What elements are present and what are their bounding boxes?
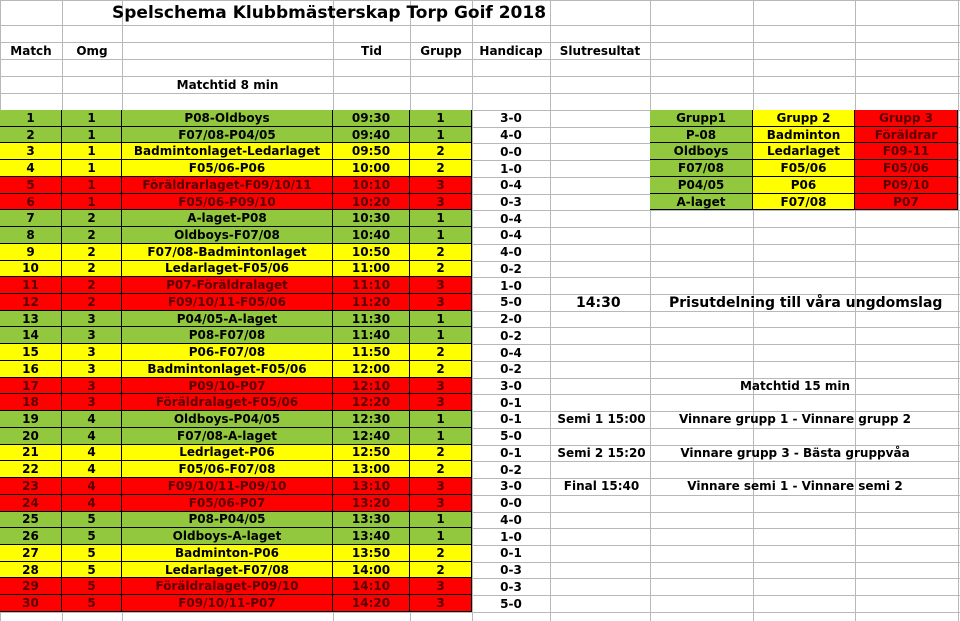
match-group: 2 (410, 160, 472, 177)
match-teams: Oldboys-A-laget (122, 528, 333, 545)
match-score: 1-0 (500, 161, 522, 176)
match-round: 5 (62, 545, 122, 562)
match-round: 3 (62, 361, 122, 378)
grid-vline (650, 0, 651, 621)
match-score: 4-0 (500, 512, 522, 527)
match-round: 2 (62, 261, 122, 278)
match-time: 14:00 (333, 562, 410, 579)
match-score: 0-4 (500, 178, 522, 193)
match-score: 0-3 (500, 195, 522, 209)
group-team: P-08 (650, 127, 753, 144)
match-time: 13:50 (333, 545, 410, 562)
match-number: 24 (0, 495, 62, 512)
match-group: 2 (410, 261, 472, 278)
match-round: 5 (62, 578, 122, 595)
group-team: F09-11 (855, 143, 958, 160)
grid-hline (0, 59, 960, 60)
match-score: 0-1 (500, 412, 522, 427)
match-group: 3 (410, 578, 472, 595)
match-group: 2 (410, 461, 472, 478)
match-score: 3-0 (500, 111, 522, 126)
match-teams: Ledrlaget-P06 (122, 445, 333, 462)
match-teams: F05/06-F07/08 (122, 461, 333, 478)
match-number: 27 (0, 545, 62, 562)
match-teams: F05/06-P06 (122, 160, 333, 177)
group-team: Föräldrar (855, 127, 958, 144)
match-time: 13:30 (333, 512, 410, 529)
match-score: 0-3 (500, 579, 522, 594)
match-group: 2 (410, 143, 472, 160)
match-round: 5 (62, 595, 122, 612)
match-score: 0-4 (500, 211, 522, 226)
match-score: 2-0 (500, 312, 522, 327)
match-score: 5-0 (500, 429, 522, 444)
prize-text: Prisutdelning till våra ungdomslag (669, 295, 943, 311)
match-time: 10:40 (333, 227, 410, 244)
match-number: 12 (0, 294, 62, 311)
match-score: 0-2 (500, 362, 522, 377)
match-time: 12:30 (333, 411, 410, 428)
match-score: 0-2 (500, 261, 522, 276)
match-time: 12:00 (333, 361, 410, 378)
group-team: P06 (753, 177, 855, 194)
page-title: Spelschema Klubbmästerskap Torp Goif 2018 (112, 3, 547, 23)
match-teams: Oldboys-F07/08 (122, 227, 333, 244)
match-teams: F07/08-Badmintonlaget (122, 244, 333, 261)
match-number: 20 (0, 428, 62, 445)
group-team: Badminton (753, 127, 855, 144)
final-description: Vinnare grupp 1 - Vinnare grupp 2 (678, 412, 912, 427)
match-round: 4 (62, 428, 122, 445)
match-number: 26 (0, 528, 62, 545)
match-score: 0-4 (500, 228, 522, 243)
header-handicap: Handicap (479, 43, 543, 58)
match-round: 3 (62, 394, 122, 411)
group-team: F05/06 (855, 160, 958, 177)
match-time: 14:10 (333, 578, 410, 595)
match-round: 2 (62, 294, 122, 311)
match-teams: F09/10/11-P07 (122, 595, 333, 612)
match-score: 0-0 (500, 144, 522, 159)
match-teams: F05/06-P09/10 (122, 194, 333, 211)
group-team: P04/05 (650, 177, 753, 194)
match-teams: P08-P04/05 (122, 512, 333, 529)
header-match: Match (10, 43, 52, 58)
match-teams: Badminton-P06 (122, 545, 333, 562)
match-group: 2 (410, 445, 472, 462)
match-number: 4 (0, 160, 62, 177)
match-score: 0-4 (500, 345, 522, 360)
match-teams: Ledarlaget-F07/08 (122, 562, 333, 579)
match-time: 10:50 (333, 244, 410, 261)
match-teams: F07/08-A-laget (122, 428, 333, 445)
match-round: 5 (62, 512, 122, 529)
match-group: 3 (410, 294, 472, 311)
match-round: 4 (62, 411, 122, 428)
group-header: Grupp 2 (753, 110, 855, 127)
match-teams: F09/10/11-P09/10 (122, 478, 333, 495)
final-description: Vinnare grupp 3 - Bästa gruppvåa (680, 445, 910, 460)
match-group: 1 (410, 411, 472, 428)
match-number: 28 (0, 562, 62, 579)
match-round: 1 (62, 127, 122, 144)
match-time: 13:40 (333, 528, 410, 545)
match-score: 1-0 (500, 529, 522, 544)
match-score: 0-0 (500, 496, 522, 511)
match-time: 11:20 (333, 294, 410, 311)
match-group: 3 (410, 277, 472, 294)
match-time: 10:10 (333, 177, 410, 194)
group-team: F07/08 (650, 160, 753, 177)
match-time: 10:30 (333, 210, 410, 227)
match-group: 2 (410, 344, 472, 361)
match-teams: P08-Oldboys (122, 110, 333, 127)
match-round: 1 (62, 160, 122, 177)
match-group: 3 (410, 194, 472, 211)
group-header: Grupp1 (650, 110, 753, 127)
match-round: 4 (62, 445, 122, 462)
match-time: 11:10 (333, 277, 410, 294)
match-time: 10:20 (333, 194, 410, 211)
match-number: 11 (0, 277, 62, 294)
match-group: 3 (410, 595, 472, 612)
match-number: 30 (0, 595, 62, 612)
match-time: 13:10 (333, 478, 410, 495)
final-description: Vinnare semi 1 - Vinnare semi 2 (687, 479, 903, 494)
match-round: 2 (62, 210, 122, 227)
match-group: 1 (410, 512, 472, 529)
match-score: 3-0 (500, 479, 522, 494)
match-teams: Badmintonlaget-Ledarlaget (122, 143, 333, 160)
match-round: 1 (62, 143, 122, 160)
match-number: 13 (0, 311, 62, 328)
match-round: 4 (62, 461, 122, 478)
match-group: 1 (410, 227, 472, 244)
grid-hline (0, 93, 960, 94)
group-team: Ledarlaget (753, 143, 855, 160)
matchtid-8-label: Matchtid 8 min (176, 77, 279, 92)
grid-vline (958, 0, 959, 621)
group-team: A-laget (650, 194, 753, 211)
match-score: 3-0 (500, 379, 522, 394)
header-omg: Omg (76, 43, 108, 58)
match-number: 15 (0, 344, 62, 361)
match-time: 11:30 (333, 311, 410, 328)
match-score: 0-3 (500, 563, 522, 578)
match-round: 2 (62, 227, 122, 244)
match-teams: F09/10/11-F05/06 (122, 294, 333, 311)
group-team: F05/06 (753, 160, 855, 177)
match-round: 1 (62, 177, 122, 194)
match-time: 09:50 (333, 143, 410, 160)
match-round: 1 (62, 110, 122, 127)
match-group: 1 (410, 428, 472, 445)
match-number: 6 (0, 194, 62, 211)
match-score: 0-2 (500, 328, 522, 343)
match-teams: Föräldrarlaget-F09/10/11 (122, 177, 333, 194)
match-group: 2 (410, 562, 472, 579)
match-teams: F05/06-P07 (122, 495, 333, 512)
match-round: 5 (62, 528, 122, 545)
match-group: 1 (410, 327, 472, 344)
match-round: 1 (62, 194, 122, 211)
match-time: 11:00 (333, 261, 410, 278)
match-group: 2 (410, 361, 472, 378)
header-grupp: Grupp (420, 43, 462, 58)
match-group: 3 (410, 394, 472, 411)
match-group: 1 (410, 311, 472, 328)
prize-time: 14:30 (576, 295, 621, 311)
match-number: 25 (0, 512, 62, 529)
match-number: 21 (0, 445, 62, 462)
match-number: 23 (0, 478, 62, 495)
final-label: Semi 2 15:20 (557, 445, 646, 460)
match-round: 2 (62, 244, 122, 261)
match-time: 12:40 (333, 428, 410, 445)
match-time: 10:00 (333, 160, 410, 177)
match-number: 7 (0, 210, 62, 227)
match-number: 29 (0, 578, 62, 595)
match-group: 1 (410, 127, 472, 144)
match-number: 17 (0, 378, 62, 395)
match-number: 1 (0, 110, 62, 127)
match-number: 18 (0, 394, 62, 411)
match-teams: P09/10-P07 (122, 378, 333, 395)
match-group: 1 (410, 528, 472, 545)
match-score: 0-1 (500, 445, 522, 460)
final-label: Final 15:40 (563, 479, 640, 494)
match-score: 0-1 (500, 546, 522, 561)
match-round: 3 (62, 378, 122, 395)
match-time: 13:20 (333, 495, 410, 512)
match-round: 4 (62, 495, 122, 512)
match-number: 16 (0, 361, 62, 378)
match-round: 3 (62, 327, 122, 344)
grid-hline (0, 25, 960, 26)
match-teams: P07-Föräldralaget (122, 277, 333, 294)
match-teams: Föräldralaget-P09/10 (122, 578, 333, 595)
match-group: 3 (410, 177, 472, 194)
match-teams: P06-F07/08 (122, 344, 333, 361)
final-label: Semi 1 15:00 (557, 412, 646, 427)
group-team: P07 (855, 194, 958, 211)
match-teams: P04/05-A-laget (122, 311, 333, 328)
match-number: 14 (0, 327, 62, 344)
matchtid-15-label: Matchtid 15 min (739, 378, 851, 393)
match-score: 5-0 (500, 596, 522, 611)
match-score: 4-0 (500, 245, 522, 260)
grid-hline (0, 612, 960, 613)
match-group: 1 (410, 110, 472, 127)
group-team: P09/10 (855, 177, 958, 194)
match-score: 0-1 (500, 395, 522, 410)
match-teams: Badmintonlaget-F05/06 (122, 361, 333, 378)
match-round: 3 (62, 344, 122, 361)
match-score: 1-0 (500, 278, 522, 293)
match-number: 19 (0, 411, 62, 428)
match-number: 9 (0, 244, 62, 261)
match-number: 5 (0, 177, 62, 194)
match-round: 2 (62, 277, 122, 294)
match-number: 22 (0, 461, 62, 478)
match-group: 1 (410, 210, 472, 227)
match-group: 3 (410, 478, 472, 495)
match-teams: P08-F07/08 (122, 327, 333, 344)
match-time: 12:50 (333, 445, 410, 462)
match-number: 3 (0, 143, 62, 160)
match-time: 12:10 (333, 378, 410, 395)
group-team: F07/08 (753, 194, 855, 211)
match-score: 4-0 (500, 128, 522, 143)
header-tid: Tid (361, 43, 382, 58)
match-teams: Oldboys-P04/05 (122, 411, 333, 428)
match-group: 3 (410, 495, 472, 512)
match-teams: A-laget-P08 (122, 210, 333, 227)
group-header: Grupp 3 (855, 110, 958, 127)
match-group: 3 (410, 378, 472, 395)
match-score: 5-0 (500, 295, 522, 310)
grid-vline (550, 0, 551, 621)
match-teams: F07/08-P04/05 (122, 127, 333, 144)
match-time: 09:30 (333, 110, 410, 127)
match-time: 11:40 (333, 327, 410, 344)
match-time: 12:20 (333, 394, 410, 411)
match-time: 09:40 (333, 127, 410, 144)
match-number: 10 (0, 261, 62, 278)
match-round: 5 (62, 562, 122, 579)
match-group: 2 (410, 244, 472, 261)
grid-hline (0, 0, 960, 1)
match-time: 11:50 (333, 344, 410, 361)
match-time: 13:00 (333, 461, 410, 478)
match-group: 2 (410, 545, 472, 562)
match-teams: Föräldralaget-F05/06 (122, 394, 333, 411)
match-round: 3 (62, 311, 122, 328)
match-score: 0-2 (500, 462, 522, 477)
header-slutresultat: Slutresultat (559, 43, 641, 58)
match-number: 2 (0, 127, 62, 144)
match-number: 8 (0, 227, 62, 244)
group-team: Oldboys (650, 143, 753, 160)
match-teams: Ledarlaget-F05/06 (122, 261, 333, 278)
match-time: 14:20 (333, 595, 410, 612)
match-round: 4 (62, 478, 122, 495)
